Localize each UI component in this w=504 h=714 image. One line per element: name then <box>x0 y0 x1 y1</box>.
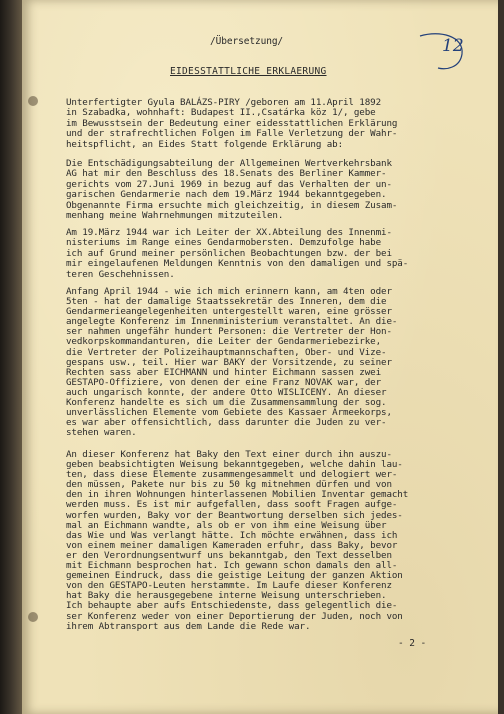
page-number: - 2 - <box>398 638 427 649</box>
paragraph: Die Entschädigungsabteilung der Allgemeinen Wertverkehrsbank AG hat mir den Beschluss des 18.Senats des Berliner Kammer- gerichts vom 27.Juni 1969 in bezug auf das Verhalten der un- garischen Gendarmerie nach dem 19.März 1944 bekanntgegeben. Obgenannte Firma ersuchte mich gleichzeitig, in diesem Zusam- menhang meine Wahrnehmungen mitzuteilen. <box>66 158 398 222</box>
binder-spine <box>0 0 24 714</box>
paragraph: An dieser Konferenz hat Baky den Text einer durch ihn auszu- geben beabsichtigten Weisung bekanntgegeben, welche dahin lau- ten, dass diese Elemente zusammengesammelt und delogiert wer- den müssen, Pakete nur bis zu 50 kg mitnehmen dürfen und von den in ihren Wohnungen hinterlassenen Mobilien Inventar gemacht werden muss. Es ist mir aufgefallen, dass sooft Fragen aufge- worfen wurden, Baky vor der Beantwortung derselben sich jedes- mal an Eichmann wandte, als ob er von ihm eine Weisung über das Wie und Was verlangt hätte. Ich möchte erwähnen, dass ich von einem meiner damaligen Kameraden erfuhr, dass Baky, bevor er den Verordnungsentwurf uns bekanntgab, den Text desselben mit Eichmann besprochen hat. Ich gewann schon damals den all- gemeinen Eindruck, dass die geistige Leitung der ganzen Aktion von den GESTAPO-Leuten herstammte. Im Laufe dieser Konferenz hat Baky die herausgegebene interne Weisung unterschrieben. Ich behaupte aber aufs Entschiedenste, dass gelegentlich die- ser Konferenz weder von einer Deportierung der Juden, noch von ihrem Abtransport aus dem Lande die Rede war. <box>66 449 409 632</box>
translation-header: /Übersetzung/ <box>210 36 284 47</box>
punch-hole <box>28 612 38 622</box>
paragraph: Anfang April 1944 - wie ich mich erinnern kann, am 4ten oder 5ten - hat der damalige Staatssekretär des Inneren, dem die Gendarmerieangelegenheiten untergestellt waren, eine grösser angelegte Konferenz im Innenministerium veranstaltet. An die- ser nahmen ungefähr hundert Personen: die Vertreter der Hon- vedkorpskommandanturen, die Leiter der Gendarmeriebezirke, die Vertreter der Polizeihauptmannschaften, Ober- und Vize- gespans usw., teil. Hier war BAKY der Vorsitzende, zu seiner Rechten sass aber EICHMANN und hinter Eichmann sassen zwei GESTAPO-Offiziere, von denen der eine Franz NOVAK war, der auch ungarisch konnte, der andere Otto WISLICENY. An dieser Konferenz handelte es sich um die Zusammensammlung der sog. unverlässlichen Elemente vom Gebiete des Kassaer Ármeekorps, es war aber offensichtlich, dass darunter die Juden zu ver- stehen waren. <box>66 286 398 439</box>
page-edge <box>498 0 504 714</box>
paragraph: Am 19.März 1944 war ich Leiter der XX.Abteilung des Innenmi- nisteriums im Range eines Gendarmobersten. Demzufolge habe ich auf Grund meiner persönlichen Beobachtungen bzw. der bei mir eingelaufenen Meldungen Kenntnis von den damaligen und spä- teren Geschehnissen. <box>66 227 409 280</box>
document-title: EIDESSTATTLICHE ERKLAERUNG <box>170 66 327 77</box>
paragraph: Unterfertigter Gyula BALÁZS-PIRY /geboren am 11.April 1892 in Szabadka, wohnhaft: Budapest II.,Csatárka köz 1/, gebe im Bewusstsein der Bedeutung einer eidesstattlichen Erklärung und der strafrechtlichen Folgen im Falle Verletzung der Wahr- heitspflicht, an Eides Statt folgende Erklärung ab: <box>66 97 398 150</box>
folio-number: 12 <box>442 36 464 56</box>
punch-hole <box>28 96 38 106</box>
